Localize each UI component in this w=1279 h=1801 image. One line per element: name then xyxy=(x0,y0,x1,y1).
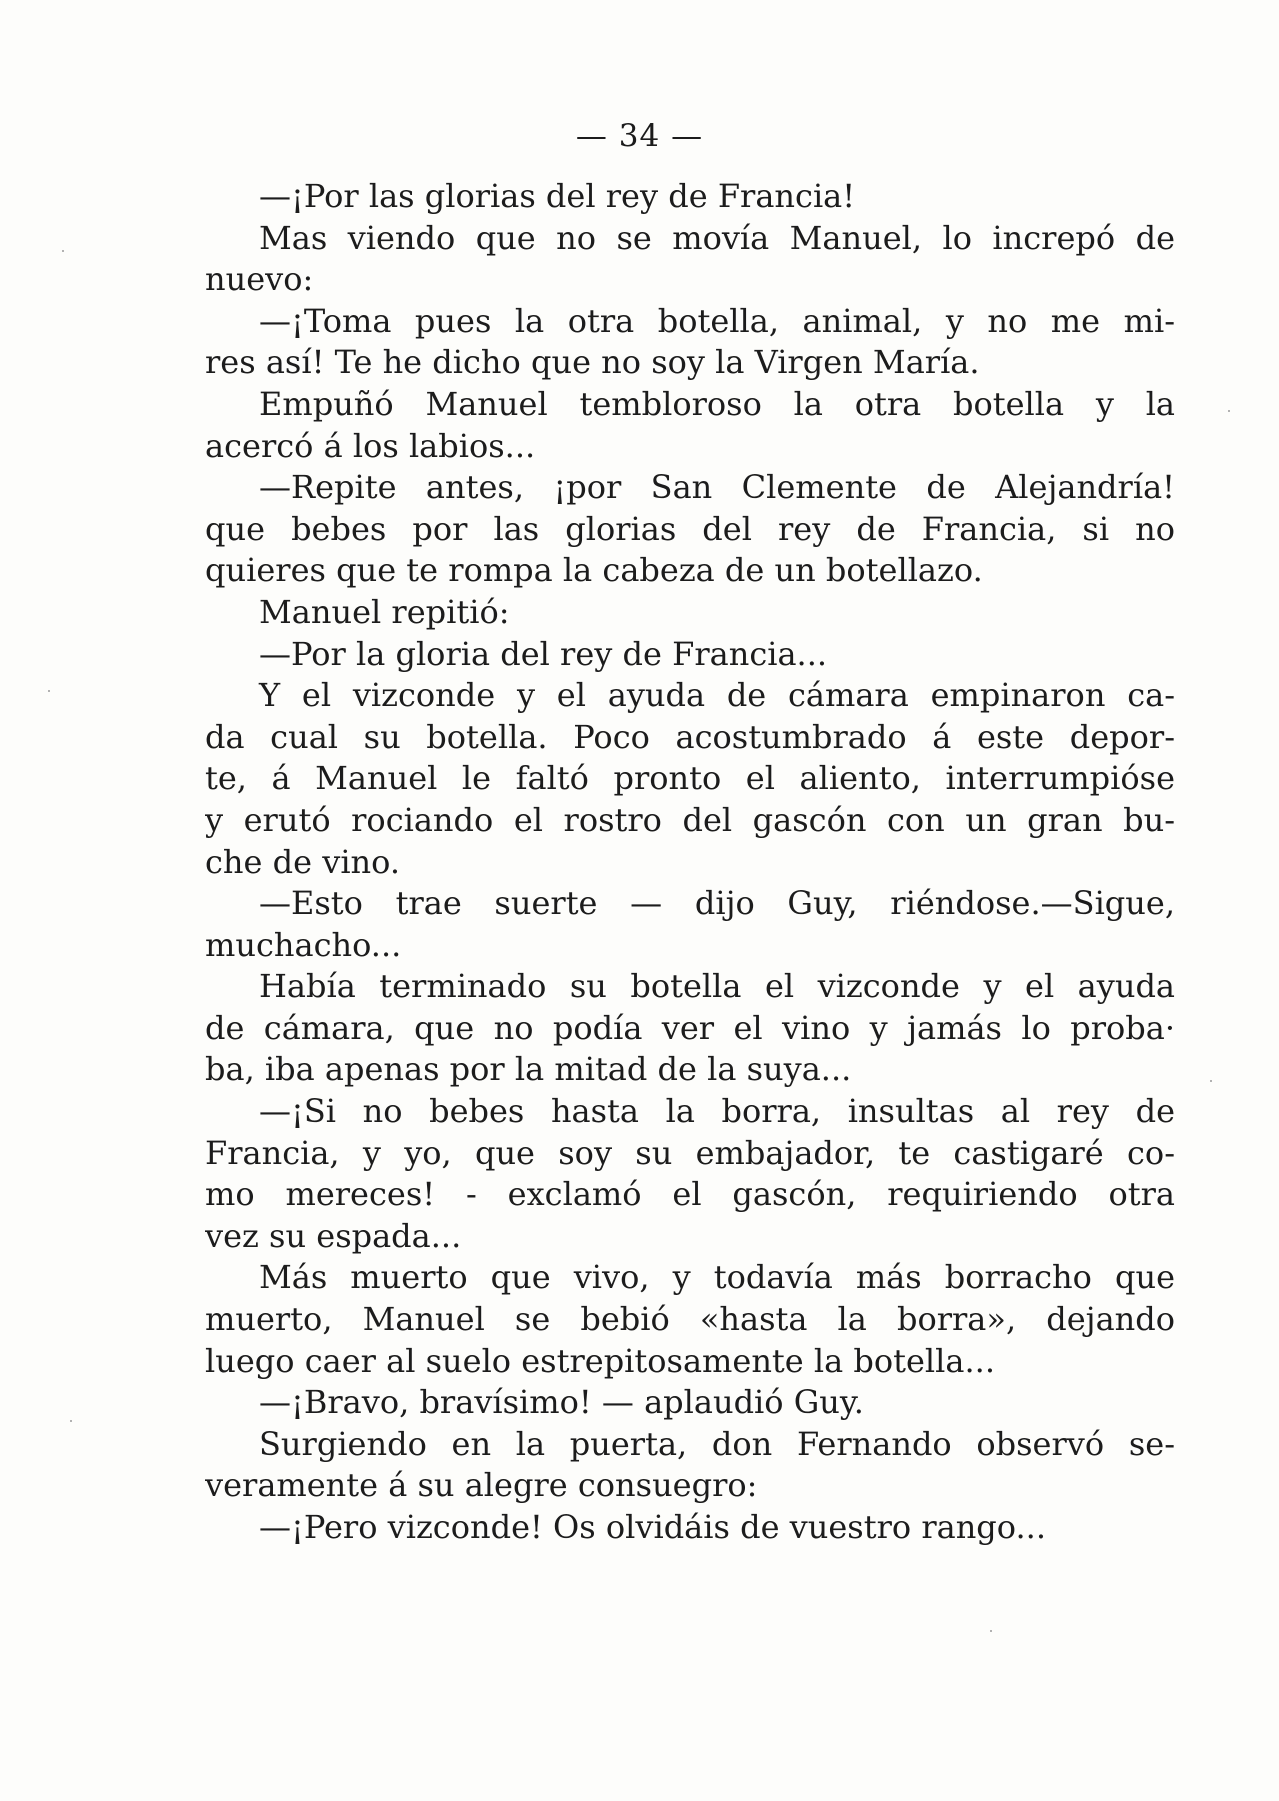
text-line: de cámara, que no podía ver el vino y jamás lo proba· xyxy=(205,1008,1175,1047)
text-line: luego caer al suelo estrepitosamente la botella... xyxy=(205,1341,995,1380)
paper-speck xyxy=(70,1420,72,1422)
paper-speck xyxy=(1228,410,1230,412)
text-line: te, á Manuel le faltó pronto el aliento, interrumpióse xyxy=(205,759,1175,798)
text-line: vez su espada... xyxy=(205,1216,462,1255)
page-number: — 34 — xyxy=(575,118,704,154)
text-line: Más muerto que vivo, y todavía más borracho que xyxy=(259,1258,1175,1297)
text-line: —¡Bravo, bravísimo! — aplaudió Guy. xyxy=(259,1383,864,1422)
text-line: y erutó rociando el rostro del gascón con un gran bu- xyxy=(205,800,1175,839)
text-line: Francia, y yo, que soy su embajador, te castigaré co- xyxy=(205,1133,1175,1172)
paper-speck xyxy=(990,1630,992,1632)
body-text xyxy=(205,176,1175,1549)
text-line: acercó á los labios... xyxy=(205,426,536,465)
text-line: da cual su botella. Poco acostumbrado á este depor- xyxy=(205,717,1175,756)
text-line: veramente á su alegre consuegro: xyxy=(205,1466,758,1505)
text-line: quieres que te rompa la cabeza de un botellazo. xyxy=(205,551,983,590)
text-line: —¡Por las glorias del rey de Francia! xyxy=(259,177,856,215)
text-line: che de vino. xyxy=(205,842,401,881)
text-line: nuevo: xyxy=(205,260,314,299)
text-line: —¡Toma pues la otra botella, animal, y no me mi- xyxy=(259,301,1175,340)
text-line: Había terminado su botella el vizconde y el ayuda xyxy=(259,967,1175,1006)
text-line: Y el vizconde y el ayuda de cámara empinaron ca- xyxy=(259,676,1175,715)
text-line: —Repite antes, ¡por San Clemente de Alejandría! xyxy=(259,468,1175,507)
text-line: —Esto trae suerte — dijo Guy, riéndose.—Sigue, xyxy=(259,884,1175,923)
text-line: mo mereces! - exclamó el gascón, requiriendo otra xyxy=(205,1175,1175,1214)
text-line: Mas viendo que no se movía Manuel, lo increpó de xyxy=(259,218,1175,257)
text-line: ba, iba apenas por la mitad de la suya... xyxy=(205,1050,852,1089)
text-line: —¡Pero vizconde! Os olvidáis de vuestro rango... xyxy=(259,1508,1046,1546)
text-line: Surgiendo en la puerta, don Fernando observó se- xyxy=(259,1424,1175,1463)
text-line: que bebes por las glorias del rey de Francia, si no xyxy=(205,509,1175,548)
text-line: Empuñó Manuel tembloroso la otra botella y la xyxy=(259,384,1175,423)
paper-speck xyxy=(62,250,64,252)
text-line: —Por la gloria del rey de Francia... xyxy=(259,634,828,673)
text-line: res así! Te he dicho que no soy la Virgen María. xyxy=(205,343,980,382)
text-line: muchacho... xyxy=(205,925,402,964)
paper-speck xyxy=(48,690,50,692)
paper-speck xyxy=(1210,1080,1212,1082)
text-line: —¡Si no bebes hasta la borra, insultas al rey de xyxy=(259,1092,1175,1131)
text-line: Manuel repitió: xyxy=(259,592,510,631)
text-line: muerto, Manuel se bebió «hasta la borra», dejando xyxy=(205,1300,1175,1339)
